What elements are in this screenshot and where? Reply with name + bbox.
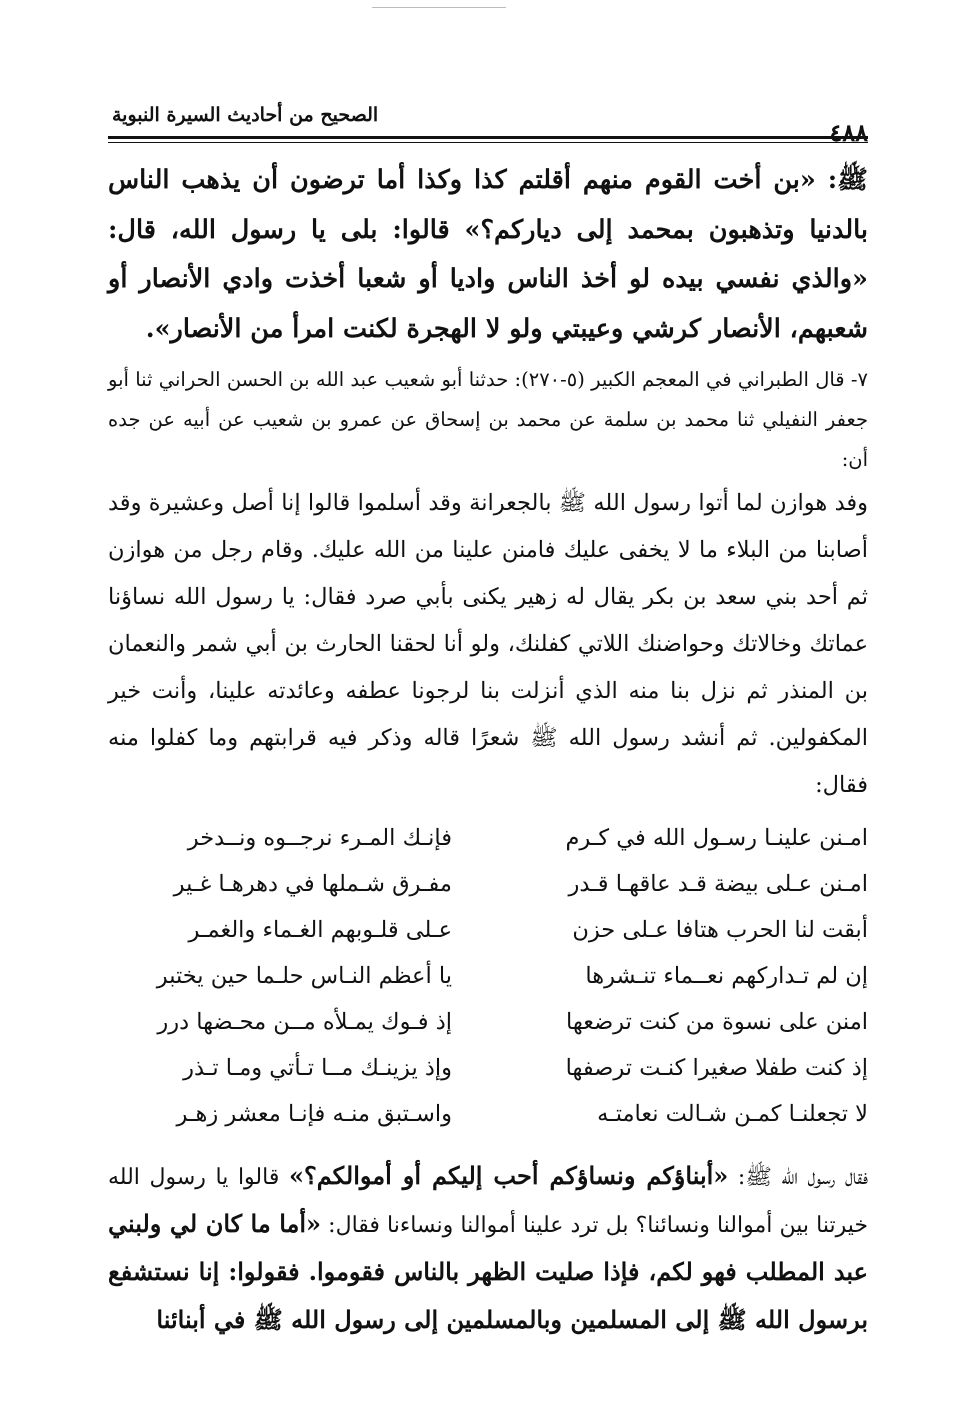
running-title: الصحيح من أحاديث السيرة النبوية	[112, 104, 379, 126]
closing-instruction: «أما ما كان لي ولبني عبد المطلب فهو لكم، فإذا صليت الظهر بالناس فقوموا. فقولوا: إنا نستشفع برسول الله ﷺ إلى المسلمين وبالمسلمين إلى رسول الله ﷺ في أبنائنا	[108, 1209, 868, 1334]
verse-second-hemistich: واسـتبق منـه فإنـا معشر زهـر	[176, 1101, 452, 1127]
verse-first-hemistich: إذ كنت طفلا صغيرا كنـت ترصفها	[565, 1055, 868, 1081]
header-rule-thick	[108, 136, 868, 139]
closing-quote: «أبناؤكم ونساؤكم أحب إليكم أو أموالكم؟»	[288, 1161, 729, 1190]
isnad-paragraph: ٧- قال الطبراني في المعجم الكبير (٥-٢٧٠): حدثنا أبو شعيب عبد الله بن الحسن الحراني ثنا أبو جعفر النفيلي ثنا محمد بن سلمة عن محمد بن إسحاق عن عمرو بن شعيب عن أبيه عن جده أن:	[108, 368, 868, 471]
header-rule-thin	[108, 142, 868, 143]
verse-first-hemistich: أبقت لنا الحرب هتافا عـلى حزن	[572, 917, 868, 943]
verse-first-hemistich: امـنن عـلى بيضة قـد عاقهـا قـدر	[568, 871, 868, 897]
verse-first-hemistich: امـنن علينـا رسـول الله في كـرم	[565, 825, 868, 851]
verse-second-hemistich: مفـرق شـملها في دهرهـا غـير	[173, 871, 452, 897]
page-number: ٤٨٨	[829, 118, 868, 147]
page-header	[108, 100, 868, 146]
verse-second-hemistich: وإذ يزينـك مــا تـأتي ومـا تـذر	[183, 1055, 452, 1081]
poem	[108, 815, 868, 1137]
top-edge-rule	[372, 7, 506, 8]
verse-second-hemistich: يا أعظم النـاس حلـما حين يختبر	[156, 963, 452, 989]
closing-paragraph	[108, 1153, 868, 1345]
verse-first-hemistich: لا تجعلنـا كمـن شـالت نعامتـه	[597, 1101, 868, 1127]
narrative-paragraph: وفد هوازن لما أتوا رسول الله ﷺ بالجعرانة وقد أسلموا قالوا إنا أصل وعشيرة وقد أصابنا من البلاء ما لا يخفى عليك فامنن علينا من الله عليك. وقام رجل من هوازن ثم أحد بني سعد بن بكر يقال له زهير يكنى بأبي صرد فقال: يا رسول الله نساؤنا عماتك وخالاتك وحواضنك اللاتي كفلنك، ولو أنا لحقنا الحارث بن أبي شمر والنعمان بن المنذر ثم نزل بنا منه الذي أنزلت بنا لرجونا عطفه وعائدته علينا، وأنت خير المكفولين. ثم أنشد رسول الله ﷺ شعرًا قاله وذكر فيه قرابتهم وما كفلوا منه فقال:	[108, 490, 868, 798]
verse-second-hemistich: فإنـك المـرء نرجــوه ونــدخر	[187, 825, 452, 851]
closing-intro: فقال رسول الله ﷺ:	[728, 1165, 869, 1190]
verse-second-hemistich: عـلى قلـوبهم الغـماء والغمـر	[188, 917, 452, 943]
verse-first-hemistich: امنن على نسوة من كنت ترضعها	[566, 1009, 868, 1035]
verse-first-hemistich: إن لم تـداركهم نعــماء تنـشرها	[585, 963, 868, 989]
hadith-ending: ﷺ: «بن أخت القوم منهم أقلتم كذا وكذا أما ترضون أن يذهب الناس بالدنيا وتذهبون بمحمد إلى دياركم؟» قالوا: بلى يا رسول الله، قال: «والذي نفسي بيده لو أخذ الناس واديا أو شعبا أخذت وادي الأنصار أو شعبهم، الأنصار كرشي وعيبتي ولو لا الهجرة لكنت امرأ من الأنصار».	[108, 165, 868, 344]
closing-reply: قالوا يا رسول الله خيرتنا بين أموالنا ونسائنا؟ بل ترد علينا أموالنا ونساءنا فقال:	[108, 1165, 868, 1238]
page-body	[108, 156, 868, 1345]
verse-second-hemistich: إذ فـوك يمـلأه مــن محـضها درر	[157, 1009, 452, 1035]
